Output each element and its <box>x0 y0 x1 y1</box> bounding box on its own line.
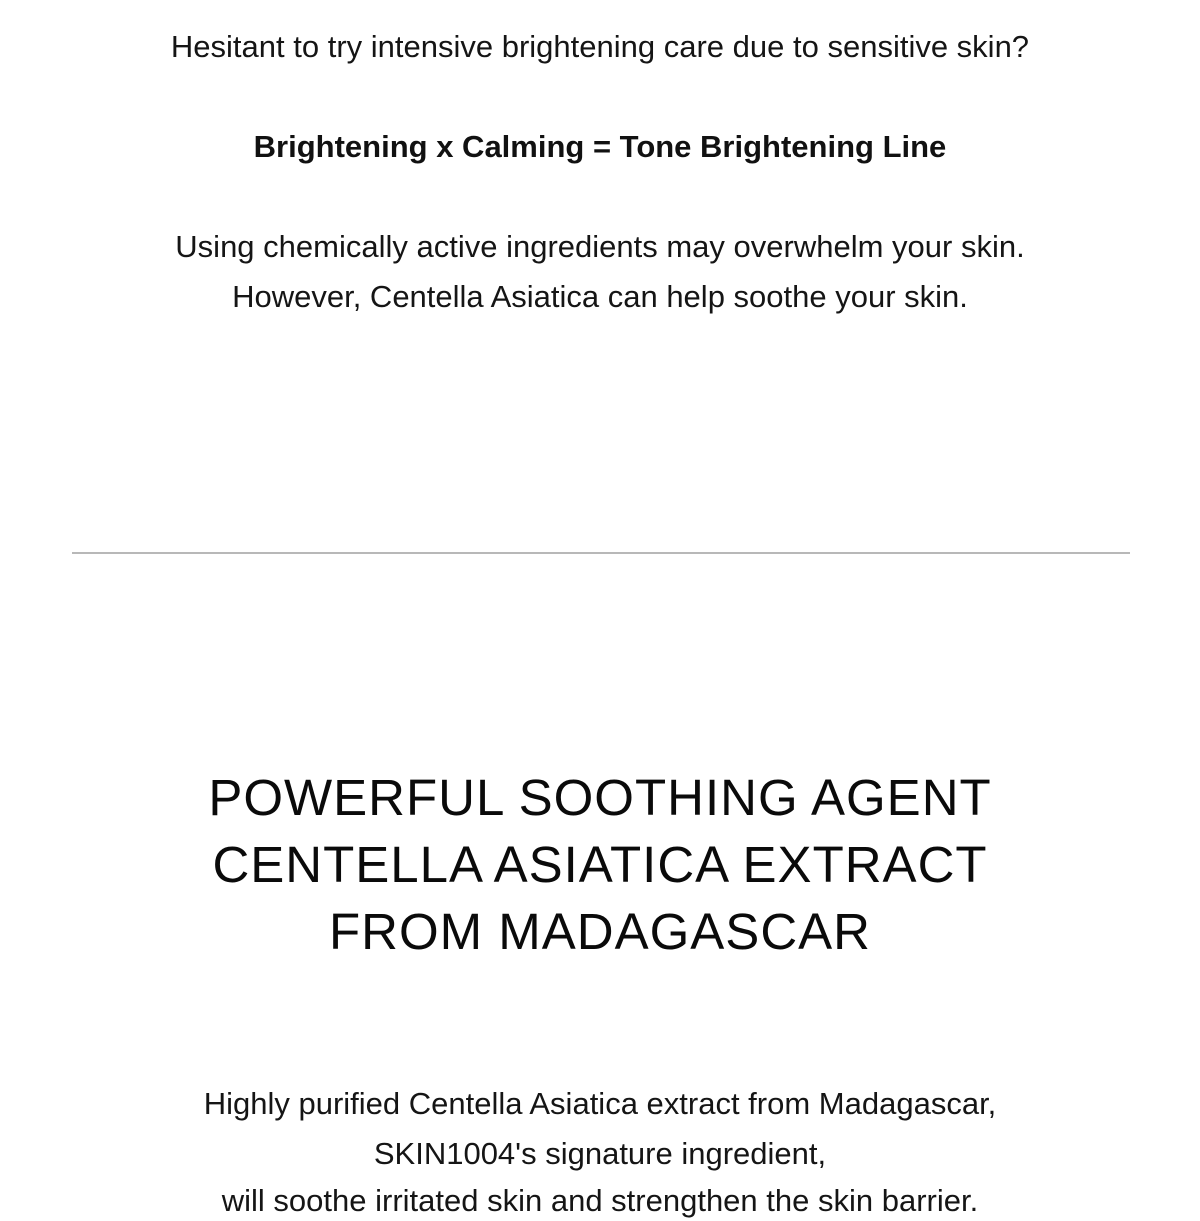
section-divider <box>72 552 1130 554</box>
description-line-1: Highly purified Centella Asiatica extract from Madagascar, <box>203 1086 997 1121</box>
description-line-2: SKIN1004's signature ingredient, <box>373 1136 827 1171</box>
headline-line-1: POWERFUL SOOTHING AGENT <box>208 769 992 826</box>
description-line-3: will soothe irritated skin and strengthen the skin barrier. <box>221 1183 979 1218</box>
headline-line-3: FROM MADAGASCAR <box>328 903 872 960</box>
intro-explanation-line-2: However, Centella Asiatica can help soothe your skin. <box>232 279 968 314</box>
intro-explanation-line-1: Using chemically active ingredients may overwhelm your skin. <box>175 229 1025 264</box>
intro-question: Hesitant to try intensive brightening care due to sensitive skin? <box>170 29 1030 64</box>
headline-line-2: CENTELLA ASIATICA EXTRACT <box>212 836 988 893</box>
brightening-formula: Brightening x Calming = Tone Brightening Line <box>253 129 947 164</box>
